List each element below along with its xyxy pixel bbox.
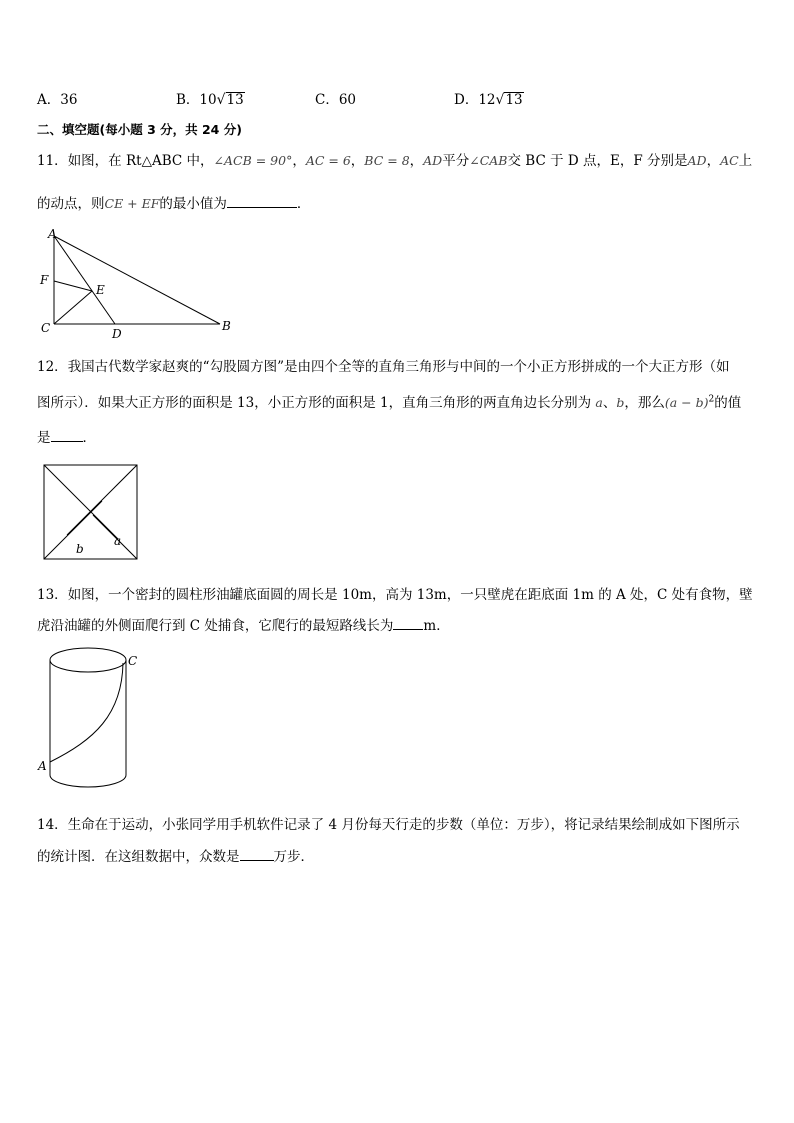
sqrt-sign: √ [216,92,226,108]
q11-text: 交 BC 于 D 点，E，F 分别是 [507,153,688,169]
q11-text: ． [296,196,311,212]
answer-blank [393,615,423,630]
option-b-radicand: 13 [226,92,244,108]
q12-text: ． [82,430,96,446]
q11-text: 平分 [442,153,470,169]
option-b-coef: 10 [199,92,217,108]
option-b-letter: B． [176,92,200,108]
option-d-letter: D． [454,92,479,108]
option-c [315,88,356,108]
q11-expr: CE + EF [104,196,160,211]
section-title: 二、填空题(每小题 3 分，共 24 分) [37,122,242,137]
q12-text: 图所示）．如果大正方形的面积是 13，小正方形的面积是 1，直角三角形的两直角边长分别为 [37,395,596,411]
q11-ac: AC = 6 [305,153,351,168]
option-a-value: 36 [60,92,78,108]
label-b: B [222,319,231,333]
q11-sep: ， [350,153,365,169]
q11-number: 11． [37,153,68,169]
q12-text: 是 [37,430,51,446]
q13-text: 如图，一个密封的圆柱形油罐底面圆的周长是 10m，高为 13m，一只壁虎在距底面 1m 的 A 处，C 处有食物，壁 [67,587,753,603]
label-f: F [40,273,49,287]
answer-blank [51,427,83,442]
label-a: A [48,227,57,241]
q13-number: 13． [37,587,68,603]
q12-text: 我国古代数学家赵爽的“勾股圆方图”是由四个全等的直角三角形与中间的一个小正方形拼成的一个大正方形（如 [67,359,730,375]
q11-text: 的最小值为 [159,196,227,212]
label-a: a [114,534,122,548]
q13-cylinder-figure [34,645,144,795]
q14-text: 的统计图．在这组数据中，众数是 [37,849,240,865]
q11-line1 [37,149,752,169]
q13-text: 虎沿油罐的外侧面爬行到 C 处捕食，它爬行的最短路线长为 [37,618,394,634]
q11-line2 [37,192,310,212]
q11-ac: AC [720,153,739,168]
label-e: E [96,283,105,297]
sqrt-sign: √ [495,92,505,108]
q14-text: 生命在于运动，小张同学用手机软件记录了 4 月份每天行走的步数（单位：万步），将记录结果绘制成如下图所示 [67,817,740,833]
q14-line2 [37,845,314,865]
answer-blank [227,193,297,208]
q11-text: 上 [738,153,753,169]
option-b [176,88,245,108]
q12-text: ，那么 [624,395,665,411]
q11-angle-acb: ∠ACB = 90° [213,153,293,168]
q11-ad: AD [687,153,707,168]
q11-sep: ， [409,153,424,169]
q11-sep: ， [292,153,306,169]
q11-bc: BC = 8 [364,153,410,168]
option-d-coef: 12 [478,92,496,108]
label-a: A [38,759,47,773]
q14-line1 [37,813,740,833]
option-d [454,88,524,108]
q11-angle-cab: ∠CAB [469,153,508,168]
label-d: D [112,327,122,341]
q12-pinwheel-figure [40,463,140,563]
q14-number: 14． [37,817,68,833]
q13-line2 [37,614,450,634]
q12-var-b: b [616,395,625,410]
q12-exponent: 2 [708,394,715,405]
option-c-value: 60 [338,92,357,108]
q13-line1 [37,583,753,603]
label-c: C [41,321,51,335]
q12-var-a: a [595,395,603,410]
q12-line3 [37,426,96,446]
answer-blank [240,846,274,861]
q11-ad: AD [423,153,443,168]
q11-text: 如图，在 Rt△ABC 中， [67,153,214,169]
q11-triangle-figure [34,226,239,344]
q11-text: 的动点，则 [37,196,105,212]
q14-text: 万步． [273,849,314,865]
q12-line1 [37,355,730,375]
option-d-radicand: 13 [505,92,523,108]
q12-expr: (a − b) [664,395,709,410]
option-a-letter: A． [37,92,61,108]
q12-text: 的值 [714,395,742,411]
option-c-letter: C． [315,92,339,108]
q12-line2 [37,391,741,411]
q12-number: 12． [37,359,68,375]
label-b: b [76,542,84,556]
option-a [37,88,77,108]
label-c: C [128,654,138,668]
q13-text: m． [423,618,450,634]
q11-sep: ， [706,153,721,169]
q12-text: 、 [602,395,617,411]
